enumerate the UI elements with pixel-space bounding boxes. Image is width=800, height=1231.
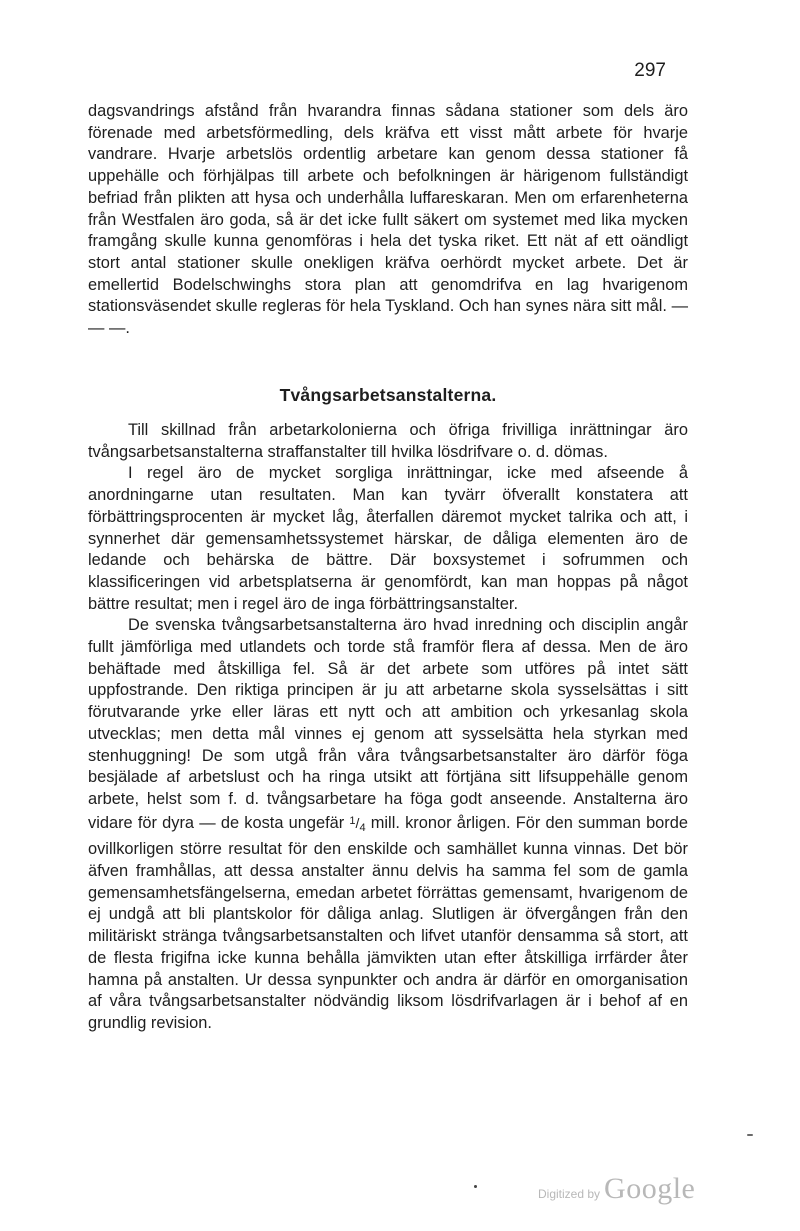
text-block-section (88, 420, 688, 1035)
watermark-prefix: Digitized by (538, 1187, 601, 1201)
watermark-logo: Google (604, 1172, 696, 1205)
fraction-numerator: 1 (349, 814, 356, 827)
text-block-intro (88, 101, 688, 340)
paragraph-text: mill. kronor årligen. För den summan borde ovillkorligen större resultat för den enskilde och samhället kunna vinnas. Det bör äfven framhållas, att dessa anstalter ännu delvis ha samma fel som de gamla gemensamhetsfängelserna, emedan arbetet förrättas gemensamt, hvarigenom de ej undgå att bli plantskolor för dåliga anlag. Slutligen är öfvergången från den militäriskt stränga tvångsarbetsanstalten och lifvet utanför densamma så stort, att de flesta frigifna icke kunna behålla jämvikten utan efter åtskilliga irrfärder åter hamna på anstalten. Ur dessa synpunkter och andra är därför en omorganisation af våra tvångsarbetsanstalter nödvändig liksom lösdrifvarlagen är i behof af en grundlig revision. (88, 813, 688, 1032)
paragraph (88, 615, 688, 1034)
digitized-watermark (538, 1172, 695, 1212)
fraction-denominator: 4 (359, 821, 366, 834)
page-number: 297 (634, 60, 666, 81)
paragraph: dagsvandrings afstånd från hvarandra finnas sådana stationer som dels äro förenade med arbetsförmedling, dels kräfva ett visst mått arbete för hvarje vandrare. Hvarje arbetslös ordentlig arbetare kan genom dessa stationer få uppehälle och förhjälpas till arbete och befolkningen är härigenom fullständigt befriad från plikten att hysa och underhålla luffareskaran. Men om erfarenheterna från Westfalen äro goda, så är det icke fullt säkert om systemet med lika mycken framgång skulle kunna genomföras i hela det tyska riket. Ett nät af ett oändligt stort antal stationer skulle onekligen kräfva oerhördt mycket arbete. Det är emellertid Bodelschwinghs stora plan att genomdrifva en lag hvarigenom stationsväsendet skulle regleras för hela Tyskland. Och han synes nära sitt mål. — — —. (88, 102, 688, 338)
paragraph: Till skillnad från arbetarkolonierna och öfriga frivilliga inrättningar äro tvångsarbetsanstalterna straffanstalter till hvilka lösdrifvare o. d. dömas. (88, 421, 688, 461)
section-heading: Tvångsarbetsanstalterna. (279, 385, 497, 405)
scan-speck (474, 1185, 477, 1188)
fraction: $^1$/4 (349, 814, 366, 834)
paragraph-text: De svenska tvångsarbetsanstalterna äro hvad inredning och disciplin angår fullt jämförliga med utlandets och torde stå framför flera af dessa. Men de äro behäftade med åtskilliga fel. Så är det arbete som utföres på intet sätt uppfostrande. Den riktiga principen är ju att arbetarne skola sysselsättas i sitt förutvarande yrke eller läras ett nytt och att ambition och yrkesanlag skola utvecklas; men detta mål vinnes ej genom att sysselsätta hela styrkan med stenhuggning! De som utgå från våra tvångsarbetsanstalter äro därför föga besjälade af arbetslust och ha ringa utsikt att förtjäna sitt lifsuppehälle genom arbete, helst som f. d. tvångsarbetare ha föga godt anseende. Anstalterna äro vidare för dyra — de kosta ungefär (88, 616, 688, 832)
scan-speck (747, 1134, 753, 1136)
paragraph: I regel äro de mycket sorgliga inrättningar, icke med afseende å anordningarne utan resultaten. Man kan tyvärr öfverallt konstatera att förbättringsprocenten är mycket låg, återfallen däremot mycket talrika och att, i synnerhet där gemensamhetssystemet härskar, de dåliga elementen äro de ledande och behärska de bättre. Där boxsystemet i sofrummen och klassificeringen vid arbetsplatserna är genomfördt, kan man hoppas på något bättre resultat; men i regel äro de inga förbättringsanstalter. (88, 464, 688, 613)
